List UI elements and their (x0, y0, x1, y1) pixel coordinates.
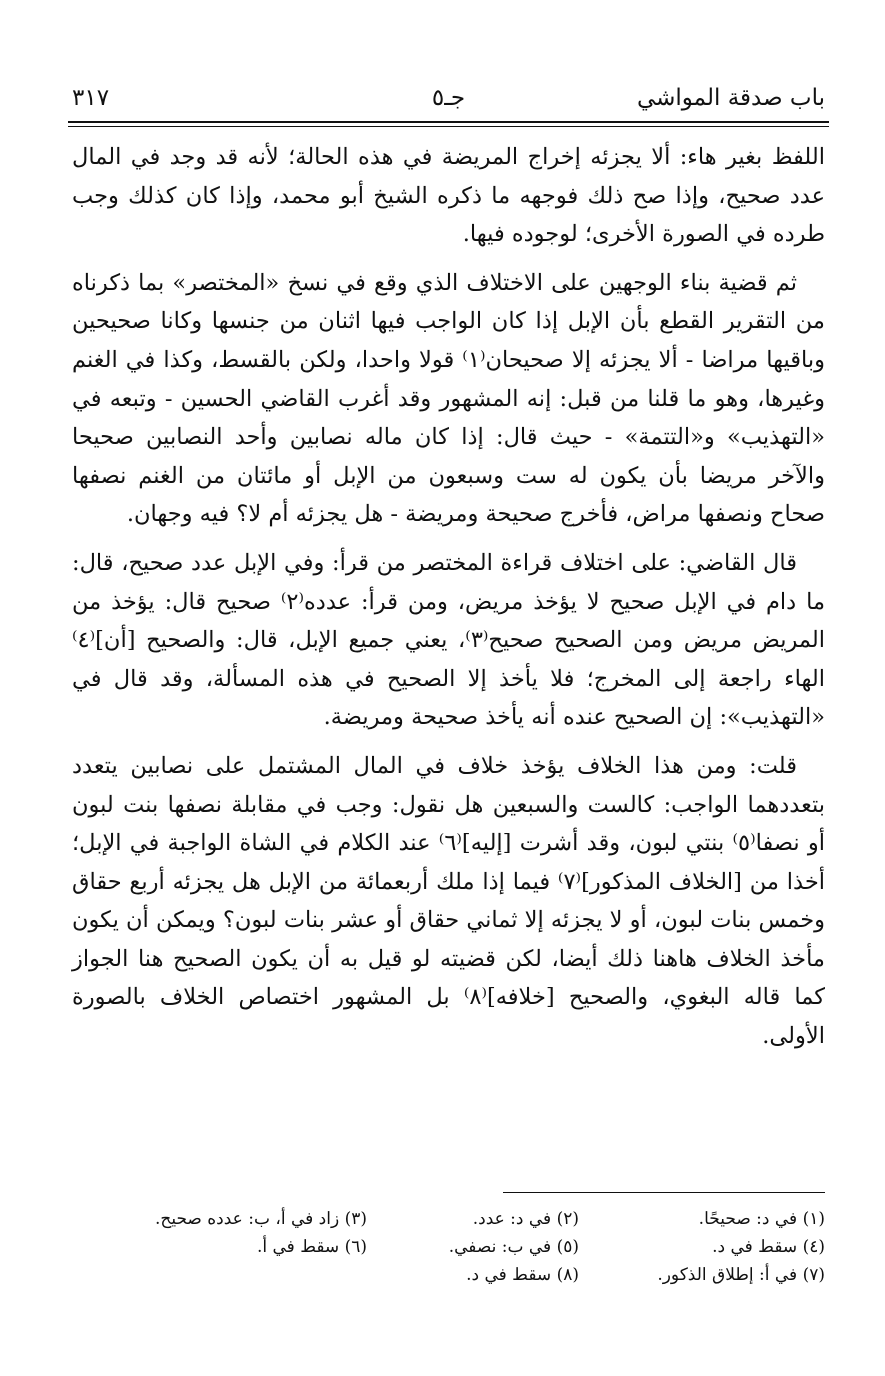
paragraph: ثم قضية بناء الوجهين على الاختلاف الذي وقع في نسخ «المختصر» بما ذكرناه من التقرير القطع بأن الإبل إذا كان الواجب فيها اثنان من جنسها وكانا صحيحين وباقيها مراضا - ألا يجزئه إلا صحيحان⁽١⁾ قولا واحدا، ولكن بالقسط، وكذا في الغنم وغيرها، وهو ما قلنا من قبل: إنه المشهور وقد أغرب القاضي الحسين - وتبعه في «التهذيب» و«التتمة» - حيث قال: إذا كان ماله نصابين وأحد النصابين صحيحا والآخر مريضا بأن يكون له ست وسبعون من الإبل أو مائتان من الغنم نصفها صحاح ونصفها مراض، فأخرج صحيحة ومريضة - هل يجزئه أم لا؟ فيه وجهان. (72, 269, 825, 528)
footnote: (١) في د: صحيحًا. (698, 1209, 825, 1229)
paragraph: قال القاضي: على اختلاف قراءة المختصر من قرأ: وفي الإبل عدد صحيح، قال: ما دام في الإبل صحيح لا يؤخذ مريض، ومن قرأ: عدده⁽٢⁾ صحيح قال: يؤخذ من المريض مريض ومن الصحيح صحيح⁽٣⁾، يعني جميع الإبل، قال: والصحيح [أن]⁽٤⁾ الهاء راجعة إلى المخرج؛ فلا يأخذ إلا الصحيح في هذه المسألة، وقد قال في «التهذيب»: إن الصحيح عنده أنه يأخذ صحيحة ومريضة. (72, 549, 826, 731)
footnote: (٧) في أ: إطلاق الذكور. (657, 1265, 825, 1285)
footnote: (٢) في د: عدد. (472, 1209, 579, 1229)
footnote: (٥) في ب: نصفي. (448, 1237, 579, 1257)
footnote: (٣) زاد في أ، ب: عدده صحيح. (154, 1209, 367, 1229)
main-text (72, 138, 825, 1066)
footnotes (90, 1205, 825, 1289)
footnote-row (90, 1205, 825, 1233)
footnote-row (90, 1233, 825, 1261)
page-number: ٣١٧ (72, 85, 110, 111)
footnote: (٨) سقط في د. (466, 1265, 579, 1285)
page-header (72, 80, 825, 116)
footnote: (٤) سقط في د. (712, 1237, 825, 1257)
header-rule (68, 121, 829, 123)
footnote-row (90, 1261, 825, 1289)
paragraph: اللفظ بغير هاء: ألا يجزئه إخراج المريضة في هذه الحالة؛ لأنه قد وجد في المال عدد صحيح، وإذا صح ذلك فوجهه ما ذكره الشيخ أبو محمد، وإذا كان كذلك وجب طرده في الصورة الأخرى؛ لوجوده فيها. (72, 144, 825, 248)
volume-label: جـ٥ (431, 85, 466, 111)
chapter-title: باب صدقة المواشي (636, 85, 825, 111)
header-rule-thin (68, 126, 829, 127)
footnote: (٦) سقط في أ. (256, 1237, 367, 1257)
paragraph: قلت: ومن هذا الخلاف يؤخذ خلاف في المال المشتمل على نصابين يتعدد بتعددهما الواجب: كالست والسبعين هل نقول: وجب في مقابلة نصفها بنت لبون أو نصفا⁽٥⁾ بنتي لبون، وقد أشرت [إليه]⁽٦⁾ عند الكلام في الشاة الواجبة في الإبل؛ أخذا من [الخلاف المذكور]⁽٧⁾ فيما إذا ملك أربعمائة من الإبل هل يجزئه أربع حقاق وخمس بنات لبون، أو لا يجزئه إلا ثماني حقاق أو عشر بنات لبون؟ ويمكن أن يكون مأخذ الخلاف هاهنا ذلك أيضا، لكن قضيته لو قيل به أن يكون الصحيح هنا الجواز كما قاله البغوي، والصحيح [خلافه]⁽٨⁾ بل المشهور اختصاص الخلاف بالصورة الأولى. (72, 752, 826, 1050)
footnote (121, 1261, 367, 1289)
footnote-rule (503, 1192, 825, 1193)
